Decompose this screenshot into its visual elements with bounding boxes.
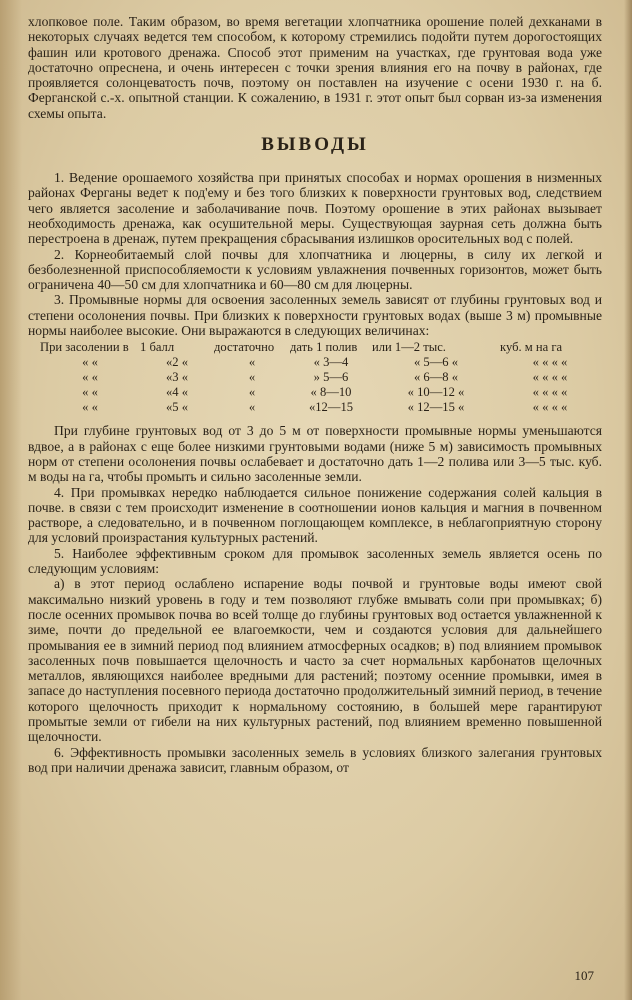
table-cell: « « (82, 400, 98, 415)
table-cell: « (248, 400, 256, 415)
table-cell: « 10—12 « (407, 385, 465, 400)
table-cell: «5 « (165, 400, 189, 415)
table-cell: « 8—10 (310, 385, 352, 400)
table-cell: « (248, 370, 256, 385)
table-cell: « 3—4 (313, 355, 349, 370)
table-cell: или 1—2 тыс. (372, 340, 446, 355)
table-cell: « 12—15 « (407, 400, 465, 415)
table-row (40, 385, 602, 400)
table-cell: « (248, 385, 256, 400)
conclusion-2: 2. Корнеобитаемый слой почвы для хлопчатника и люцерны, в силу их легкой и безболезненной приспособляемости к условиям увлажнения почвенных горизонтов, может быть ограничена 40—50 см для хлопчатника и 60—80 см для люцерны. (28, 246, 602, 293)
table-cell: « « (82, 355, 98, 370)
table-cell: При засолении в (40, 340, 129, 355)
table-row (40, 370, 602, 385)
conclusion-5-details: а) в этот период ослаблено испарение воды почвой и грунтовые воды имеют свой максимально низкий уровень в году и тем позволяют глубже вмывать соли при промывках; б) после осенних промывок почва во всей толще до глубины грунтовых вод остается увлажненной к зиме, почти до предельной ее влагоемкости, чем и создаются условия для дальнейшего промывания ее в зимний период под влиянием атмосферных осадков; в) под влиянием промывок засоленных почв повышается щелочность и часто за счет нормальных карбонатов щелочных металлов, являющихся наиболее вредными для растений; поэтому осенние промывки, имея в запасе до наступления посевного периода достаточно продолжительный зимний период, в течение которого щелочность приходит к нормальному состоянию, в большей мере гарантируют промытые земли от гибели на них культурных растений, под влиянием временно повышенной щелочности. (28, 576, 602, 745)
table-cell: « 5—6 « (413, 355, 459, 370)
table-cell: дать 1 полив (290, 340, 358, 355)
intro-paragraph: хлопковое поле. Таким образом, во время вегетации хлопчатника орошение полей дехканами в некоторых случаях ведется тем способом, к которому стремились подойти путем дорогостоящих фашин или кротового дренажа. Способ этот применим на участках, где грунтовая вода уже достаточно опреснена, и очень интересен с точки зрения влияния его на почву в районах, где проявляется солонцеватость почв, поэтому он поставлен на изучение с осени 1930 г. на б. Ферганской с.-х. опытной станции. К сожалению, в 1931 г. этот опыт был сорван из-за изменения схемы опыта. (28, 14, 602, 121)
leaching-norms-table (40, 340, 602, 415)
table-cell: 1 балл (140, 340, 175, 355)
conclusion-3-continued: При глубине грунтовых вод от 3 до 5 м от поверхности промывные нормы уменьшаются вдвое, а в районах с еще более низкими грунтовыми водами (ниже 5 м) зависимость промывных норм от степени осолонения почвы ослабевает и достаточно дать 1—2 полива или 3—5 тыс. куб. м воды на га, чтобы промыть и сильно засоленные земли. (28, 423, 602, 485)
table-cell: достаточно (214, 340, 275, 355)
table-cell: « « « « (532, 385, 568, 400)
table-cell: « « « « (532, 355, 568, 370)
conclusion-5: 5. Наиболее эффективным сроком для промывок засоленных земель является осень по следующим условиям: (28, 545, 602, 577)
table-cell: « « « « (532, 400, 568, 415)
table-cell: « (248, 355, 256, 370)
section-heading: ВЫВОДЫ (261, 134, 369, 156)
page-number: 107 (574, 968, 594, 983)
table-cell: « « (82, 370, 98, 385)
table-cell: куб. м на га (500, 340, 563, 355)
table-cell: « 6—8 « (413, 370, 459, 385)
table-cell: «12—15 (308, 400, 354, 415)
table-row (40, 400, 602, 415)
table-cell: «4 « (165, 385, 189, 400)
table-cell: «2 « (165, 355, 189, 370)
table-cell: » 5—6 (313, 370, 349, 385)
table-cell: « « « « (532, 370, 568, 385)
conclusion-3: 3. Промывные нормы для освоения засоленных земель зависят от глубины грунтовых вод и степени осолонения почвы. При близких к поверхности грунтовых водах (выше 3 м) промывные нормы наиболее высокие. Они выражаются в следующих величинах: (28, 292, 602, 339)
conclusion-4: 4. При промывках нередко наблюдается сильное понижение содержания солей кальция в почве. в связи с тем происходит изменение в соотношении ионов кальция и магния в почвенном растворе, а следовательно, и в почвенном поглощающем комплексе, в неблагоприятную сторону для условий произрастания культурных растений. (28, 484, 602, 546)
conclusion-6: 6. Эффективность промывки засоленных земель в условиях близкого залегания грунтовых вод при наличии дренажа зависит, главным образом, от (28, 744, 602, 775)
table-cell: «3 « (165, 370, 189, 385)
table-row (40, 340, 602, 355)
table-row (40, 355, 602, 370)
conclusion-1: 1. Ведение орошаемого хозяйства при принятых способах и нормах орошения в низменных районах Ферганы ведет к под'ему и без того близких к поверхности грунтовых вод, следствием чего является засоление и заболачивание почв. Поэтому орошение в этих районах вызывает необходимость дренажа, как осушительной меры. Существующая заурная сеть должна быть перестроена в дренаж, путем прекращения сбрасывания излишков оросительных вод с полей. (28, 170, 602, 247)
table-cell: « « (82, 385, 98, 400)
